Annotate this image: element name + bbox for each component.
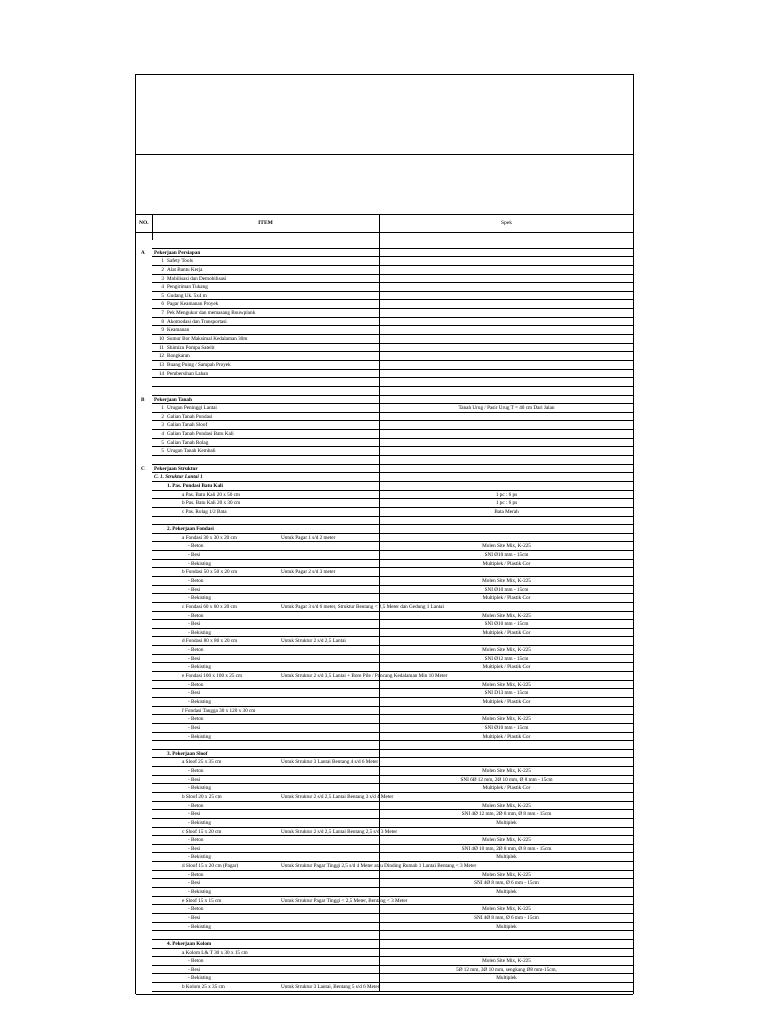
row-spek: 5Ø 12 mm, 3Ø 10 mm, sengkang Ø8 mm-15cm, [456, 966, 557, 973]
row-item: e Fondasi 100 x 100 x 25 cm [182, 673, 243, 680]
row-number: 2 [161, 266, 164, 273]
row-item: - Bekisting [188, 819, 211, 826]
table-row [136, 249, 633, 258]
table-row [136, 577, 633, 586]
row-number: 1 [161, 405, 164, 412]
row-spek: Molen Site Mix, K-225 [482, 543, 531, 550]
table-row [136, 370, 633, 379]
row-number: 14 [158, 370, 164, 377]
table-row [136, 689, 633, 698]
row-spek: Multiplek [496, 923, 517, 930]
row-item: - Bekisting [188, 785, 211, 792]
table-row [136, 758, 633, 767]
table-row [136, 318, 633, 327]
row-item: b Kolom 25 x 35 cm [182, 984, 225, 991]
header-bottom-border [136, 232, 633, 233]
row-spek: Multiplek / Plastik Cor [482, 664, 531, 671]
spreadsheet-page [135, 74, 633, 994]
row-item: - Besi [188, 586, 201, 593]
row-item: Gudang Uk. 5x4 m [167, 292, 207, 299]
table-row [136, 836, 633, 845]
row-spek: SNI Ø10 mm - 15cm [484, 621, 529, 628]
table-row [136, 957, 633, 966]
row-item: - Beton [188, 802, 204, 809]
row-item: Galian Tanah Rolag [167, 439, 209, 446]
row-spek: Molen Site Mix, K-225 [482, 802, 531, 809]
row-spek: Multiplek / Plastik Cor [482, 698, 531, 705]
row-item: Keamanan [167, 327, 190, 334]
row-item: - Besi [188, 811, 201, 818]
row-item: d Fondasi 80 x 80 x 20 cm [182, 638, 238, 645]
table-row [136, 810, 633, 819]
row-section-letter: B [141, 396, 145, 403]
row-spek: Molen Site Mix, K-225 [482, 681, 531, 688]
bill-of-quantities-rows [136, 240, 633, 992]
row-note: Untuk Struktur 3 Lantai, Bentang 5 s/d 6 Meter [281, 984, 380, 991]
table-row [136, 940, 633, 949]
row-item: - Beton [188, 906, 204, 913]
row-item: - Besi [188, 880, 201, 887]
table-row [136, 871, 633, 880]
row-spek: Molen Site Mix, K-225 [482, 647, 531, 654]
row-item: - Beton [188, 612, 204, 619]
title-top-border [136, 74, 633, 75]
table-row [136, 715, 633, 724]
table-row [136, 741, 633, 750]
row-item: Pekerjaan Struktur [154, 465, 198, 472]
title-bottom-border [136, 154, 633, 155]
row-section-letter: A [141, 249, 145, 256]
row-item: Pekerjaan Tanah [154, 396, 192, 403]
row-item: Safety Tools [167, 258, 193, 265]
row-item: - Beton [188, 681, 204, 688]
row-spek: SNI D13 mm - 15cm [484, 690, 529, 697]
table-row [136, 404, 633, 413]
table-row [136, 344, 633, 353]
row-item: - Bekisting [188, 889, 211, 896]
table-row [136, 931, 633, 940]
table-row [136, 663, 633, 672]
table-row [136, 698, 633, 707]
row-item: a Fondasi 30 x 30 x 20 cm [182, 534, 237, 541]
row-item: Pagar Keamanan Proyek [167, 301, 219, 308]
row-item: - Beton [188, 871, 204, 878]
row-note: Untuk Pagar 3 s/d 6 meter, Struktur Bentang < 2,5 Meter dan Gedung 1 Lantai [281, 603, 444, 610]
row-item: - Besi [188, 966, 201, 973]
table-row [136, 447, 633, 456]
table-row [136, 776, 633, 785]
table-row [136, 473, 633, 482]
row-spek: Tanah Urug / Pasir Urug T = 40 cm Dari Jalan [458, 405, 555, 412]
row-spek: Molen Site Mix, K-225 [482, 837, 531, 844]
table-row [136, 300, 633, 309]
row-note: Untuk Pagar 2 s/d 3 meter [281, 569, 336, 576]
row-spek: Multiplek [496, 854, 517, 861]
table-row [136, 542, 633, 551]
table-row [136, 905, 633, 914]
row-item: - Besi [188, 552, 201, 559]
table-row [136, 275, 633, 284]
row-number: 6 [161, 301, 164, 308]
row-item: Urugan Peninggi Lantai [167, 405, 217, 412]
table-row [136, 974, 633, 983]
row-item: - Beton [188, 647, 204, 654]
row-spek: Molen Site Mix, K-225 [482, 768, 531, 775]
row-item: - Bekisting [188, 629, 211, 636]
row-number: 1 [161, 258, 164, 265]
table-row [136, 586, 633, 595]
row-item: - Bekisting [188, 664, 211, 671]
row-spek: SNI 4Ø 12 mm, 2Ø 8 mm, Ø 8 mm - 15cm [461, 811, 552, 818]
table-row [136, 387, 633, 396]
row-item: Pengiriman Tukang [167, 284, 208, 291]
table-row [136, 862, 633, 871]
row-spek: SNI Ø10 mm - 15cm [484, 586, 529, 593]
table-row [136, 603, 633, 612]
row-number: 4 [161, 431, 164, 438]
row-spek: Multiplek [496, 889, 517, 896]
row-number: 3 [161, 275, 164, 282]
table-row [136, 482, 633, 491]
sheet-bottom-border [136, 994, 633, 995]
row-spek: Molen Site Mix, K-225 [482, 577, 531, 584]
row-number: 3 [161, 422, 164, 429]
row-item: Alat Bantu Kerja [167, 266, 203, 273]
row-item: a Pas. Batu Kali 20 x 50 cm [182, 491, 240, 498]
table-row [136, 361, 633, 370]
row-note: Untuk Struktur 2 s/d 2,5 Lantai Bentang 2,5 s/d 3 Meter [281, 828, 398, 835]
table-row [136, 750, 633, 759]
row-item: 3. Pekerjaan Sloof [167, 750, 208, 757]
table-row [136, 266, 633, 275]
table-row [136, 888, 633, 897]
row-item: a Kolom L& T 30 x 30 x 15 cm [182, 949, 248, 956]
table-row [136, 983, 633, 992]
row-item: C. 1. Struktur Lantai 1 [154, 474, 203, 481]
row-item: b Pas. Batu Kali 20 x 30 cm [182, 500, 241, 507]
table-row [136, 828, 633, 837]
row-item: Galian Tanah Pondasi Batu Kali [167, 431, 234, 438]
row-number: 9 [161, 327, 164, 334]
sheet-right-border [633, 74, 634, 994]
row-item: f Fondasi Tangga 30 x 120 x 30 cm [182, 707, 256, 714]
table-row [136, 456, 633, 465]
row-item: - Besi [188, 724, 201, 731]
row-number: 13 [158, 361, 164, 368]
table-row [136, 949, 633, 958]
row-item: - Besi [188, 845, 201, 852]
table-row [136, 499, 633, 508]
row-item: Galian Tanah Pondasi [167, 413, 213, 420]
row-item: - Beton [188, 958, 204, 965]
table-row [136, 309, 633, 318]
row-spek: Molen Site Mix, K-225 [482, 716, 531, 723]
row-spek: Multiplek / Plastik Cor [482, 785, 531, 792]
row-item: - Bekisting [188, 923, 211, 930]
table-row [136, 335, 633, 344]
row-item: c Sloof 15 x 20 cm [182, 828, 222, 835]
table-row [136, 802, 633, 811]
row-number: 5 [161, 448, 164, 455]
row-note: Untuk Struktur 2 s/d 3,5 Lantai + Bore Pile / Pancang Kedalaman Min 10 Meter [281, 673, 448, 680]
table-row [136, 465, 633, 474]
row-item: e Sloof 15 x 15 cm [182, 897, 222, 904]
row-item: - Beton [188, 543, 204, 550]
header-item: ITEM [258, 220, 273, 226]
row-number: 5 [161, 292, 164, 299]
row-item: Pembersihan Lahan [167, 370, 209, 377]
table-row [136, 378, 633, 387]
row-item: 1. Pas. Pondasi Batu Kali [167, 482, 223, 489]
row-item: - Bekisting [188, 560, 211, 567]
table-row [136, 491, 633, 500]
table-row [136, 897, 633, 906]
row-spek: SNI 4Ø 8 mm, Ø 6 mm - 15cm [474, 880, 539, 887]
table-row [136, 620, 633, 629]
row-item: Shimizu Pompa Satelit [167, 344, 215, 351]
header-spek: Spek [501, 220, 512, 226]
row-number: 11 [159, 344, 164, 351]
row-item: b Sloof 20 x 25 cm [182, 794, 222, 800]
row-item: - Bekisting [188, 595, 211, 602]
row-number: 10 [158, 336, 164, 343]
table-row [136, 326, 633, 335]
row-spek: Multiplek / Plastik Cor [482, 560, 531, 567]
row-item: Sumur Bor Maksimal Kedalaman 30m [167, 336, 248, 343]
table-row [136, 819, 633, 828]
row-spek: Bata Merah [494, 508, 519, 515]
row-item: - Beton [188, 768, 204, 775]
row-item: - Bekisting [188, 733, 211, 740]
row-note: Untuk Struktur 2 s/d 2,5 Lantai Bentang 3 s/d 4 Meter [281, 794, 394, 800]
row-note: Untuk Pagar 1 s/d 2 meter [281, 534, 336, 541]
row-number: 7 [161, 310, 164, 317]
row-item: - Besi [188, 690, 201, 697]
table-row [136, 352, 633, 361]
row-spek: Multiplek / Plastik Cor [482, 733, 531, 740]
table-row [136, 845, 633, 854]
table-row [136, 612, 633, 621]
row-item: - Besi [188, 621, 201, 628]
table-row [136, 793, 633, 802]
table-row [136, 551, 633, 560]
table-row [136, 655, 633, 664]
table-row [136, 257, 633, 266]
row-spek: Multiplek [496, 819, 517, 826]
table-row [136, 672, 633, 681]
row-item: b Fondasi 50 x 50 x 20 cm [182, 569, 238, 576]
table-row [136, 724, 633, 733]
row-spek: SNI Ø10 mm - 15cm [484, 552, 529, 559]
row-item: Galian Tanah Sloof [167, 422, 208, 429]
row-spek: SNI 6Ø 12 mm, 2Ø 10 mm, Ø 8 mm - 15cm [460, 776, 553, 783]
table-row [136, 240, 633, 249]
row-spek: SNI Ø10 mm - 15cm [484, 724, 529, 731]
table-row [136, 517, 633, 526]
row-item: Pek Mengukur dan memasang Bouwplank [167, 310, 256, 317]
row-item: - Besi [188, 914, 201, 921]
row-number: 12 [158, 353, 164, 360]
table-row [136, 637, 633, 646]
table-row [136, 508, 633, 517]
row-item: c Fondasi 60 x 60 x 20 cm [182, 603, 237, 610]
row-item: - Besi [188, 776, 201, 783]
table-row [136, 784, 633, 793]
row-item: d Sloof 15 x 20 cm (Pagar) [182, 863, 239, 870]
row-item: Mobilisasi dan Demobilisasi [167, 275, 227, 282]
row-spek: Multiplek / Plastik Cor [482, 629, 531, 636]
table-row [136, 914, 633, 923]
row-spek: Molen Site Mix, K-225 [482, 906, 531, 913]
row-note: Untuk Struktur Pagar Tinggi < 2,5 Meter, Bentang < 3 Meter [281, 897, 408, 904]
table-row [136, 879, 633, 888]
row-item: - Bekisting [188, 698, 211, 705]
table-row [136, 292, 633, 301]
row-spek: SNI 4Ø 8 mm, Ø 6 mm - 15cm [474, 914, 539, 921]
row-item: 2. Pekerjaan Fondasi [167, 526, 214, 533]
table-row [136, 707, 633, 716]
row-spek: Multiplek / Plastik Cor [482, 595, 531, 602]
row-item: Buang Puing / Sampah Proyek [167, 361, 231, 368]
row-item: - Beton [188, 716, 204, 723]
row-note: Untuk Struktur 2 s/d 2,5 Lantai [281, 638, 346, 645]
row-item: a Sloof 25 x 35 cm [182, 759, 222, 766]
table-row [136, 430, 633, 439]
table-row [136, 853, 633, 862]
table-row [136, 413, 633, 422]
row-item: Pekerjaan Persiapan [154, 249, 201, 256]
table-row [136, 767, 633, 776]
row-spek: Molen Site Mix, K-225 [482, 871, 531, 878]
table-row [136, 966, 633, 975]
header-top-border [136, 214, 633, 215]
table-row [136, 646, 633, 655]
row-spek: 1 pc : 6 ps [495, 500, 518, 507]
row-item: Akomodasi dan Transportasi [167, 318, 227, 325]
row-spek: Molen Site Mix, K-225 [482, 612, 531, 619]
row-number: 4 [161, 284, 164, 291]
table-row [136, 568, 633, 577]
row-item: Urugan Tanah Kembali [167, 448, 216, 455]
table-row [136, 396, 633, 405]
row-spek: SNI Ø12 mm - 15cm [484, 655, 529, 662]
table-row [136, 594, 633, 603]
header-no: NO. [139, 220, 149, 226]
row-spek: 1 pc : 6 ps [495, 491, 518, 498]
row-item: Bongkaran [167, 353, 190, 360]
table-row [136, 421, 633, 430]
header-divider-spek [379, 214, 380, 240]
row-item: - Beton [188, 577, 204, 584]
row-spek: Molen Site Mix, K-225 [482, 958, 531, 965]
row-note: Untuk Struktur Pagar Tinggi 2,5 s/d 4 Meter atau Dinding Rumah 1 Lantai Bentang < 3 Meter [281, 863, 477, 870]
table-row [136, 560, 633, 569]
row-number: 2 [161, 413, 164, 420]
row-item: - Bekisting [188, 975, 211, 982]
table-row [136, 439, 633, 448]
table-row [136, 629, 633, 638]
row-note: Untuk Struktur 3 Lantai Bentang 4 s/d 6 Meter [281, 759, 379, 766]
table-row [136, 534, 633, 543]
row-item: - Besi [188, 655, 201, 662]
header-divider-no [152, 214, 153, 240]
row-item: c Pas. Rolag 1/2 Bata [182, 508, 227, 515]
table-row [136, 525, 633, 534]
row-number: 5 [161, 439, 164, 446]
row-item: - Bekisting [188, 854, 211, 861]
table-row [136, 733, 633, 742]
table-row [136, 681, 633, 690]
row-section-letter: C [141, 465, 145, 472]
row-spek: SNI 4Ø 10 mm, 2Ø 8 mm, Ø 8 mm - 15cm [461, 845, 552, 852]
row-spek: Multiplek [496, 975, 517, 982]
row-item: 4. Pekerjaan Kolom [167, 940, 212, 947]
table-row [136, 923, 633, 932]
row-number: 8 [161, 318, 164, 325]
row-item: - Beton [188, 837, 204, 844]
table-row [136, 283, 633, 292]
